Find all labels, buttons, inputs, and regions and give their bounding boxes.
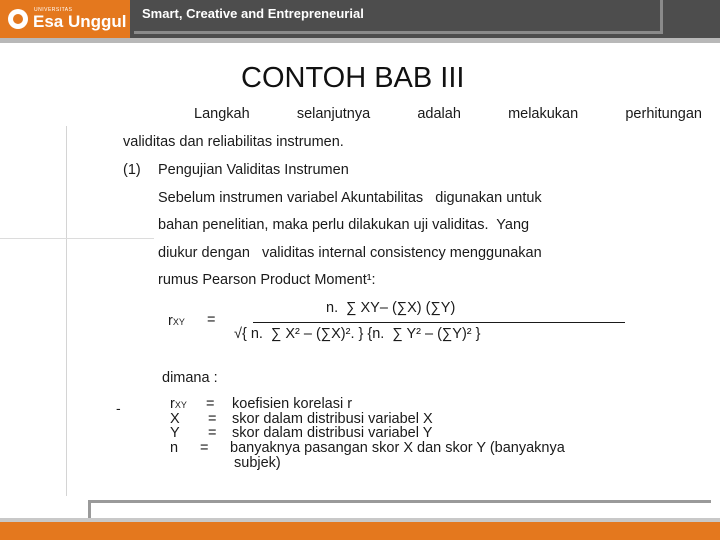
definition-symbol bbox=[170, 396, 187, 412]
definitions-intro: dimana : bbox=[162, 370, 218, 386]
body-word: Langkah bbox=[194, 106, 250, 122]
footer-bar bbox=[0, 522, 720, 540]
definition-text: skor dalam distribusi variabel Y bbox=[232, 425, 433, 441]
definitions-dash: - bbox=[116, 400, 121, 416]
formula-fraction-bar bbox=[253, 322, 625, 323]
body-line-1 bbox=[194, 106, 702, 122]
definition-symbol-subscript: XY bbox=[174, 400, 187, 410]
body-word: selanjutnya bbox=[296, 106, 371, 122]
definition-text: koefisien korelasi r bbox=[232, 396, 353, 412]
body-word: perhitungan bbox=[625, 106, 702, 122]
body-word: adalah bbox=[417, 106, 461, 122]
definition-equals: = bbox=[200, 440, 209, 456]
paragraph-line-2: bahan penelitian, maka perlu dilakukan uji validitas. Yang bbox=[158, 217, 530, 233]
frame-horizontal-line bbox=[0, 238, 154, 239]
definition-symbol-letter: r bbox=[170, 396, 175, 412]
header-bar bbox=[0, 0, 720, 40]
definition-text: banyaknya pasangan skor X dan skor Y (banyaknya bbox=[230, 440, 565, 456]
definition-equals: = bbox=[206, 396, 215, 412]
formula-numerator: n. ∑ XY– (∑X) (∑Y) bbox=[326, 300, 456, 316]
section-number: (1) bbox=[123, 162, 141, 178]
definition-equals: = bbox=[208, 411, 217, 427]
section-title: Pengujian Validitas Instrumen bbox=[158, 162, 349, 178]
definition-equals: = bbox=[208, 425, 217, 441]
paragraph-line-4: rumus Pearson Product Moment¹: bbox=[158, 272, 376, 288]
definition-text: skor dalam distribusi variabel X bbox=[232, 411, 433, 427]
formula-lhs-subscript: XY bbox=[172, 317, 185, 327]
definition-symbol: n bbox=[170, 440, 179, 456]
logo-subtext: UNIVERSITAS bbox=[34, 7, 73, 13]
paragraph-line-1: Sebelum instrumen variabel Akuntabilitas digunakan untuk bbox=[158, 190, 542, 206]
frame-left-line bbox=[66, 126, 67, 496]
header-tagline: Smart, Creative and Entrepreneurial bbox=[142, 6, 364, 21]
formula-lhs bbox=[168, 313, 185, 329]
paragraph-line-3: diukur dengan validitas internal consistency menggunakan bbox=[158, 245, 542, 261]
header-divider bbox=[0, 38, 720, 43]
university-logo bbox=[0, 0, 130, 38]
slide-title: CONTOH BAB III bbox=[241, 62, 465, 94]
formula-denominator: √{ n. ∑ X² – (∑X)². } {n. ∑ Y² – (∑Y)² } bbox=[234, 326, 481, 342]
body-line-2: validitas dan reliabilitas instrumen. bbox=[123, 134, 344, 150]
logo-text: Esa Unggul bbox=[33, 12, 127, 31]
body-word: melakukan bbox=[508, 106, 579, 122]
definition-symbol: Y bbox=[170, 425, 180, 441]
formula-equals: = bbox=[207, 312, 216, 328]
definition-symbol: X bbox=[170, 411, 180, 427]
definition-continuation: subjek) bbox=[234, 455, 281, 471]
formula-lhs-symbol: r bbox=[168, 313, 173, 329]
logo-emblem-icon bbox=[8, 9, 28, 29]
